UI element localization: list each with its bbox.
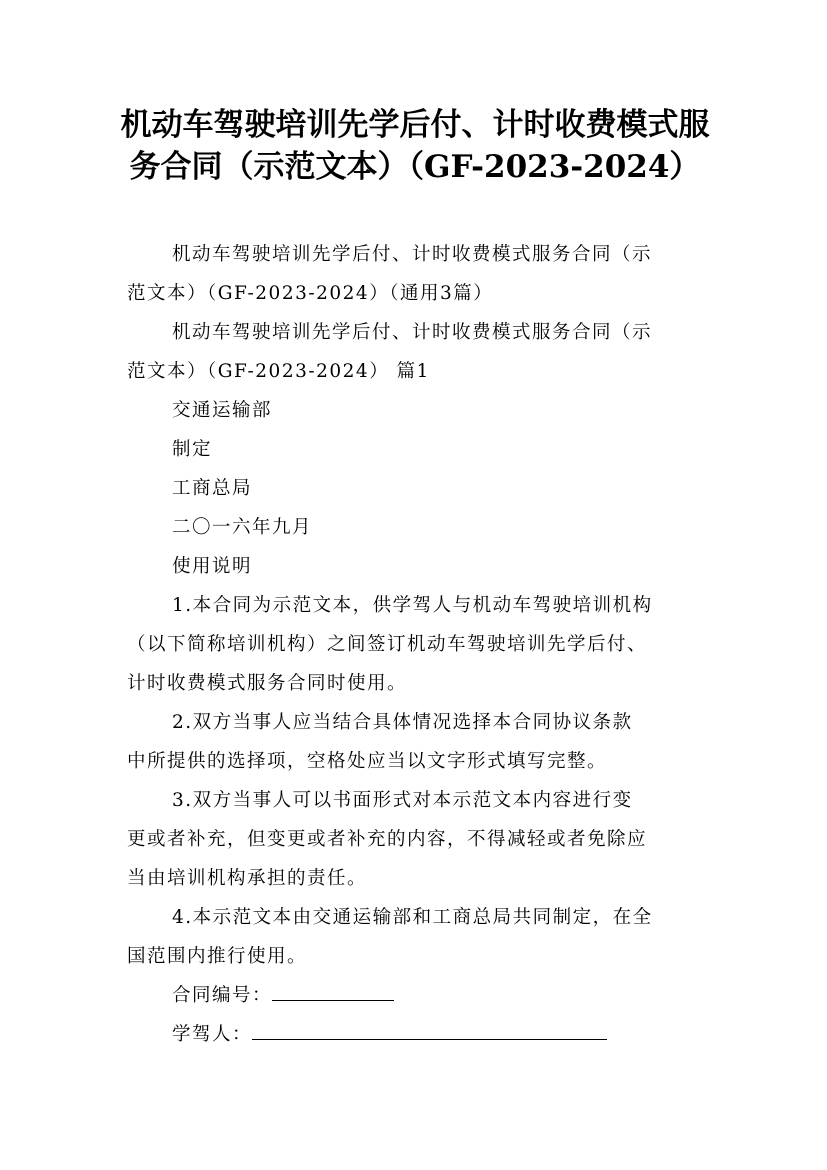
usage-item-4-line-2: 国范围内推行使用。 (127, 946, 308, 967)
usage-item-3-line-3: 当由培训机构承担的责任。 (127, 868, 368, 889)
section-heading-line-1: 机动车驾驶培训先学后付、计时收费模式服务合同（示 (172, 322, 653, 343)
section-heading-line-2: 范文本）（GF-2023-2024） 篇1 (127, 361, 430, 382)
usage-item-4-line-1: 4.本示范文本由交通运输部和工商总局共同制定，在全 (172, 907, 653, 928)
usage-heading: 使用说明 (172, 556, 253, 577)
document-title-line-2: 务合同（示范文本）（GF-2023-2024） (129, 149, 701, 185)
usage-item-2-line-1: 2.双方当事人应当结合具体情况选择本合同协议条款 (172, 712, 633, 733)
contract-number-label: 合同编号： (172, 985, 273, 1006)
usage-item-1-line-1: 1.本合同为示范文本，供学驾人与机动车驾驶培训机构 (172, 595, 653, 616)
learner-field (172, 1016, 607, 1054)
contract-number-blank[interactable] (272, 978, 394, 1001)
intro-line-2: 范文本）（GF-2023-2024）（通用3篇） (127, 283, 494, 304)
usage-item-1-line-2: （以下简称培训机构）之间签订机动车驾驶培训先学后付、 (127, 634, 648, 655)
contract-number-field (172, 977, 394, 1015)
issuer-action: 制定 (172, 439, 213, 460)
usage-item-3-line-1: 3.双方当事人可以书面形式对本示范文本内容进行变 (172, 790, 633, 811)
learner-label: 学驾人： (172, 1024, 253, 1045)
usage-item-3-line-2: 更或者补充，但变更或者补充的内容，不得减轻或者免除应 (127, 829, 648, 850)
usage-item-2-line-2: 中所提供的选择项，空格处应当以文字形式填写完整。 (127, 751, 608, 772)
learner-blank[interactable] (252, 1017, 607, 1040)
issue-date: 二〇一六年九月 (172, 517, 313, 538)
usage-item-1-line-3: 计时收费模式服务合同时使用。 (127, 673, 408, 694)
issuer-bureau: 工商总局 (172, 478, 253, 499)
intro-line-1: 机动车驾驶培训先学后付、计时收费模式服务合同（示 (172, 244, 653, 265)
document-title-line-1: 机动车驾驶培训先学后付、计时收费模式服 (120, 107, 710, 143)
issuer-ministry: 交通运输部 (172, 400, 273, 421)
